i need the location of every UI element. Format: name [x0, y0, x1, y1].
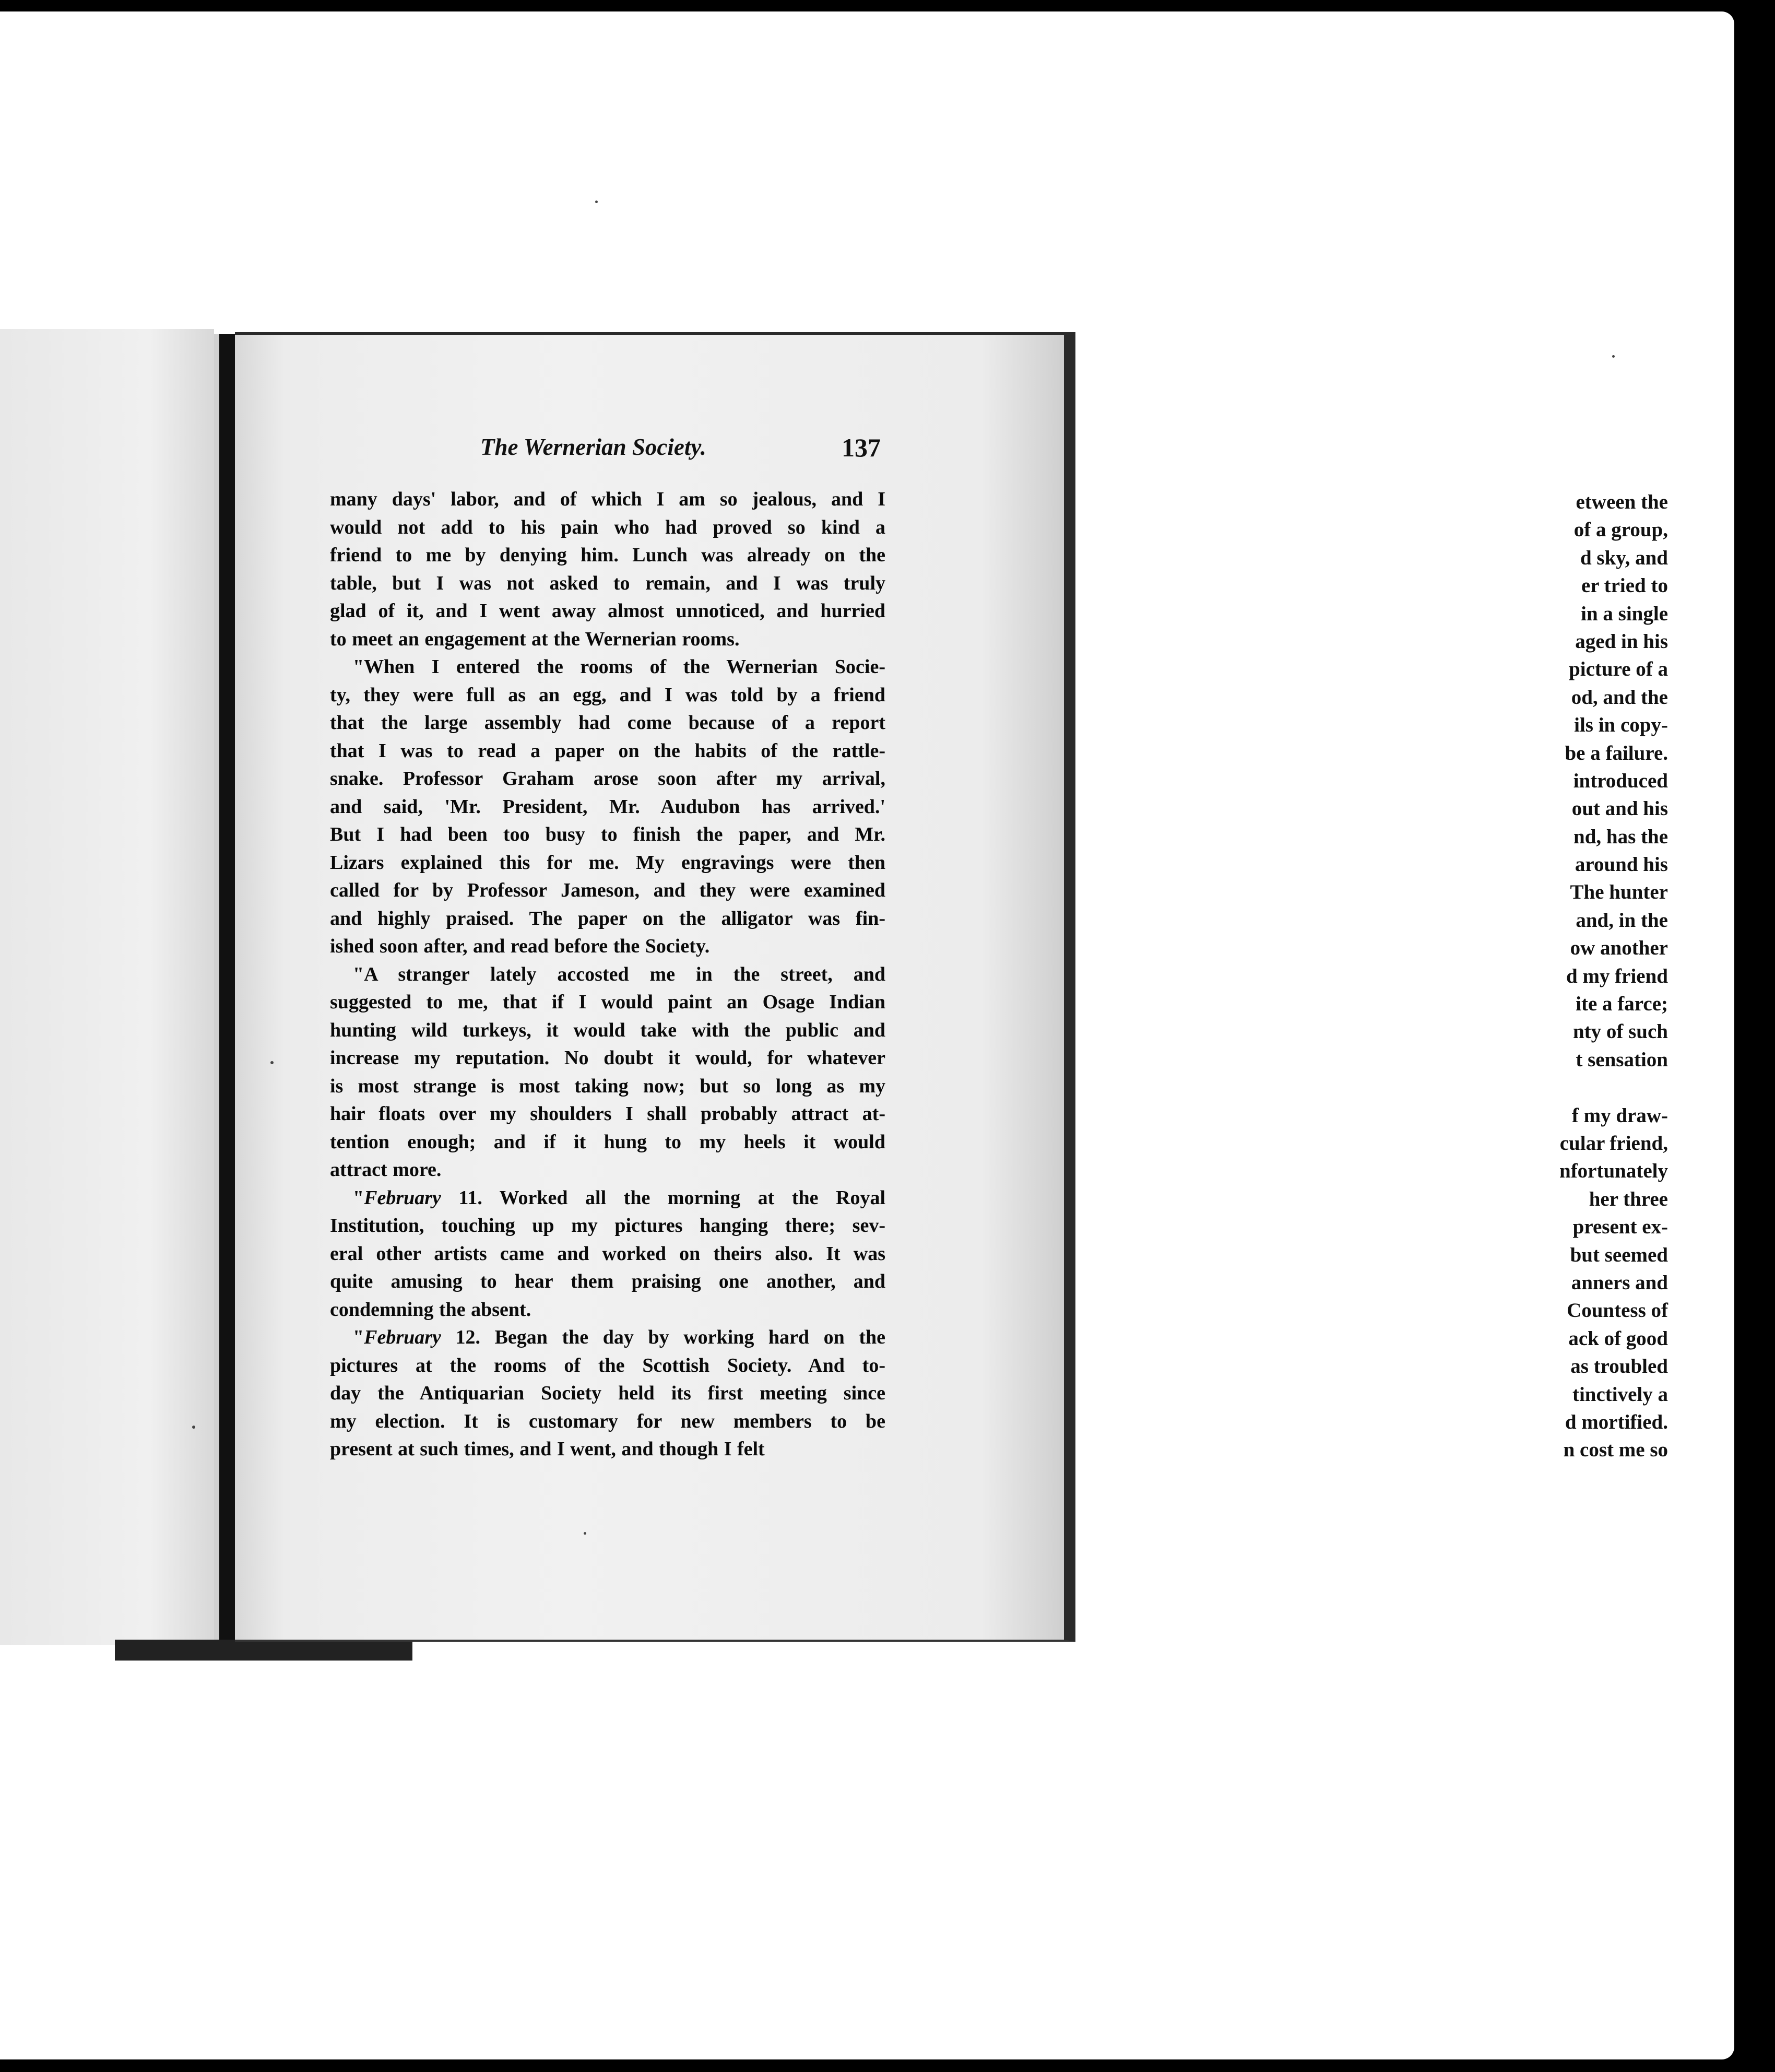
- text-line: ished soon after, and read before the Society.: [330, 935, 710, 957]
- text-line: and highly praised. The paper on the alligator was fin-: [330, 907, 885, 929]
- text-line: called for by Professor Jameson, and they were examined: [330, 879, 885, 901]
- text-line: hair floats over my shoulders I shall probably attract at-: [330, 1103, 885, 1125]
- text-line: glad of it, and I went away almost unnoticed, and hurried: [330, 600, 885, 622]
- left-page-line: ite a farce;: [1576, 993, 1668, 1016]
- text-line: many days' labor, and of which I am so jealous, and I: [330, 488, 885, 510]
- scan-speck: [595, 201, 598, 203]
- left-page-line: present ex-: [1572, 1216, 1668, 1239]
- left-page-line: but seemed: [1570, 1243, 1668, 1266]
- left-page-line: picture of a: [1569, 658, 1668, 681]
- text-line: eral other artists came and worked on theirs also. It was: [330, 1242, 885, 1265]
- text-line: hunting wild turkeys, it would take with the public and: [330, 1019, 885, 1041]
- text-line: to meet an engagement at the Wernerian rooms.: [330, 628, 740, 650]
- entry-date: February: [364, 1186, 441, 1209]
- scan-speck: [1612, 355, 1615, 358]
- left-page-line: f my draw-: [1571, 1104, 1668, 1127]
- text-line: day the Antiquarian Society held its first meeting since: [330, 1382, 885, 1404]
- left-page-line: nfortunately: [1559, 1160, 1668, 1183]
- text-line: Lizars explained this for me. My engravings were then: [330, 851, 885, 874]
- text-line: "February 12. Began the day by working hard on the: [353, 1326, 885, 1348]
- left-page-line: ack of good: [1568, 1327, 1668, 1350]
- left-page-line: out and his: [1571, 797, 1668, 820]
- text-line: pictures at the rooms of the Scottish Society. And to-: [330, 1354, 885, 1376]
- scan-edge: [1743, 0, 1758, 2072]
- left-page-line: nty of such: [1572, 1020, 1668, 1043]
- text-line: present at such times, and I went, and though I felt: [330, 1438, 765, 1460]
- scan-speck: [270, 1061, 274, 1064]
- text-line: "When I entered the rooms of the Wernerian Socie-: [353, 656, 885, 678]
- scan-speck: [192, 1426, 195, 1429]
- left-page-line: of a group,: [1573, 519, 1668, 541]
- text-line: friend to me by denying him. Lunch was already on the: [330, 544, 885, 566]
- left-page-line: cular friend,: [1559, 1132, 1668, 1155]
- left-page: [0, 329, 214, 1645]
- text-line: condemning the absent.: [330, 1298, 531, 1321]
- left-page-line: ils in copy-: [1574, 714, 1668, 737]
- scan-speck: [584, 1532, 586, 1535]
- page-number: 137: [842, 433, 881, 462]
- text-line: is most strange is most taking now; but so long as my: [330, 1075, 885, 1097]
- left-page-line: nd, has the: [1573, 825, 1668, 848]
- text-line: suggested to me, that if I would paint an Osage Indian: [330, 991, 885, 1013]
- left-page-line: around his: [1575, 853, 1668, 876]
- left-page-line: er tried to: [1581, 574, 1668, 597]
- left-page-line: tinctively a: [1572, 1383, 1668, 1406]
- text-line: Institution, touching up my pictures hanging there; sev-: [330, 1215, 885, 1237]
- text-line: attract more.: [330, 1159, 442, 1181]
- book-spine: [219, 334, 237, 1661]
- left-page-line: aged in his: [1575, 630, 1668, 653]
- left-page-line: etween the: [1576, 491, 1668, 513]
- left-page-line: [1558, 1074, 1668, 1101]
- left-page-line: Countess of: [1567, 1299, 1668, 1322]
- text-line: my election. It is customary for new members to be: [330, 1410, 885, 1432]
- left-page-line: be a failure.: [1565, 741, 1668, 764]
- page-body-text: [330, 486, 885, 1464]
- left-page-line: The hunter: [1570, 881, 1668, 904]
- left-page-line: t sensation: [1576, 1048, 1668, 1071]
- left-page-line: in a single: [1581, 602, 1668, 625]
- left-page-line: od, and the: [1571, 686, 1668, 709]
- running-head: The Wernerian Society.: [480, 434, 706, 460]
- left-page-line: d mortified.: [1565, 1410, 1668, 1433]
- text-line: and said, 'Mr. President, Mr. Audubon has arrived.': [330, 795, 885, 818]
- text-line: would not add to his pain who had proved so kind a: [330, 516, 885, 538]
- left-page-line: as troubled: [1570, 1355, 1668, 1378]
- text-line: snake. Professor Graham arose soon after my arrival,: [330, 768, 885, 790]
- text-line: increase my reputation. No doubt it would, for whatever: [330, 1047, 885, 1069]
- text-line: that I was to read a paper on the habits of the rattle-: [330, 739, 885, 762]
- text-line: "A stranger lately accosted me in the street, and: [353, 963, 885, 985]
- left-page-line: d my friend: [1566, 964, 1668, 987]
- bottom-binding: [115, 1640, 412, 1661]
- left-page-line: her three: [1589, 1187, 1668, 1210]
- left-page-line: n cost me so: [1563, 1439, 1668, 1462]
- left-page-line: and, in the: [1576, 909, 1668, 932]
- left-page-line: d sky, and: [1580, 546, 1668, 569]
- text-line: But I had been too busy to finish the paper, and Mr.: [330, 823, 885, 845]
- left-page-text: [1558, 488, 1668, 1464]
- text-line: ty, they were full as an egg, and I was told by a friend: [330, 684, 885, 706]
- left-page-line: introduced: [1573, 769, 1668, 792]
- text-line: tention enough; and if it hung to my heels it would: [330, 1131, 885, 1153]
- text-line: "February 11. Worked all the morning at the Royal: [353, 1186, 885, 1209]
- text-line: table, but I was not asked to remain, and I was truly: [330, 572, 885, 594]
- text-line: that the large assembly had come because of a report: [330, 712, 885, 734]
- left-page-line: anners and: [1571, 1271, 1668, 1294]
- left-page-line: ow another: [1570, 937, 1668, 960]
- text-line: quite amusing to hear them praising one another, and: [330, 1270, 885, 1292]
- entry-date: February: [364, 1326, 441, 1348]
